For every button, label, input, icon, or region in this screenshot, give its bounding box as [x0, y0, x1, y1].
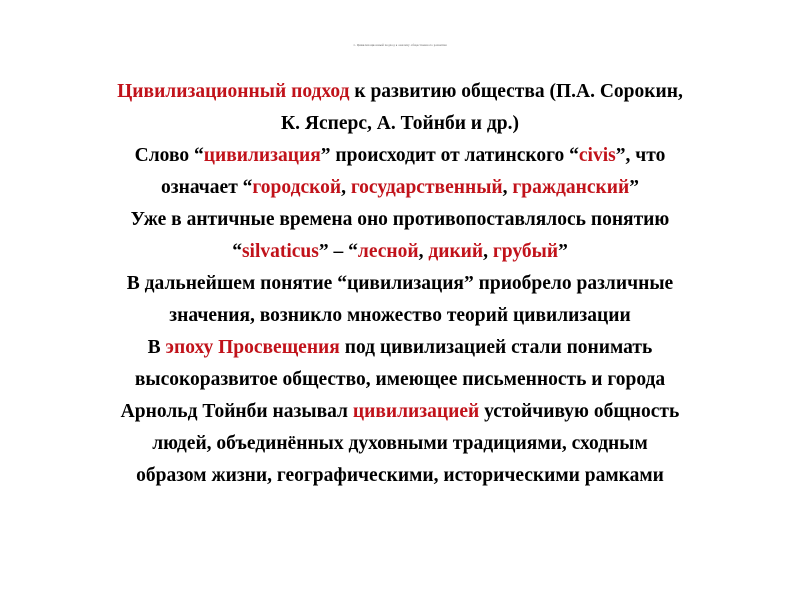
text-line	[30, 76, 770, 108]
text-line	[30, 396, 770, 428]
highlighted-term: эпоху Просвещения	[165, 337, 340, 358]
text-line	[30, 332, 770, 364]
paragraph	[30, 204, 770, 268]
text-segment: устойчивую общность	[479, 401, 680, 422]
text-segment: людей, объединённых духовными традициями, сходным	[152, 433, 648, 454]
highlighted-term: цивилизация	[203, 145, 321, 166]
paragraph	[30, 268, 770, 332]
text-segment: образом жизни, географическими, историческими рамками	[136, 465, 664, 486]
slide-header-caption: 1. Цивилизационный подход к анализу общественного развития	[353, 43, 447, 47]
paragraph	[30, 140, 770, 204]
highlighted-term: civis	[578, 145, 616, 166]
text-segment: В дальнейшем понятие “цивилизация” приобрело различные	[126, 273, 674, 294]
text-line	[30, 364, 770, 396]
text-segment: ”	[629, 177, 639, 198]
text-line	[30, 172, 770, 204]
text-segment: ,	[341, 177, 351, 198]
text-segment: В	[147, 337, 166, 358]
highlighted-term: гражданский	[512, 177, 630, 198]
text-segment: под цивилизацией стали понимать	[339, 337, 653, 358]
highlighted-term: государственный	[350, 177, 503, 198]
highlighted-term: дикий	[428, 241, 484, 262]
text-line	[30, 300, 770, 332]
text-segment: ,	[483, 241, 493, 262]
text-segment: ” – “	[318, 241, 358, 262]
text-segment: К. Ясперс, А. Тойнби и др.)	[281, 113, 519, 134]
highlighted-term: грубый	[492, 241, 559, 262]
text-segment: высокоразвитое общество, имеющее письменность и города	[134, 369, 666, 390]
paragraph	[30, 76, 770, 140]
text-segment: ” происходит от латинского “	[320, 145, 579, 166]
text-segment: означает “	[161, 177, 253, 198]
text-line	[30, 204, 770, 236]
text-line	[30, 236, 770, 268]
text-segment: ,	[502, 177, 513, 198]
highlighted-term: silvaticus	[241, 241, 319, 262]
highlighted-term: Цивилизационный подход	[117, 81, 350, 102]
slide-body	[30, 76, 770, 492]
text-segment: к развитию общества (П.А. Сорокин,	[349, 81, 683, 102]
highlighted-term: городской	[252, 177, 342, 198]
text-segment: ”	[558, 241, 568, 262]
text-line	[30, 428, 770, 460]
highlighted-term: лесной	[357, 241, 419, 262]
paragraph	[30, 332, 770, 396]
text-segment: ”, что	[615, 145, 666, 166]
text-segment: Уже в античные времена оно противопоставлялось понятию	[130, 209, 670, 230]
text-segment: Слово “	[134, 145, 204, 166]
text-segment: ,	[418, 241, 429, 262]
paragraph	[30, 396, 770, 492]
highlighted-term: цивилизацией	[352, 401, 480, 422]
text-line	[30, 268, 770, 300]
text-line	[30, 460, 770, 492]
text-segment: “	[232, 241, 242, 262]
text-line	[30, 108, 770, 140]
text-segment: Арнольд Тойнби называл	[120, 401, 353, 422]
text-line	[30, 140, 770, 172]
text-segment: значения, возникло множество теорий цивилизации	[169, 305, 631, 326]
